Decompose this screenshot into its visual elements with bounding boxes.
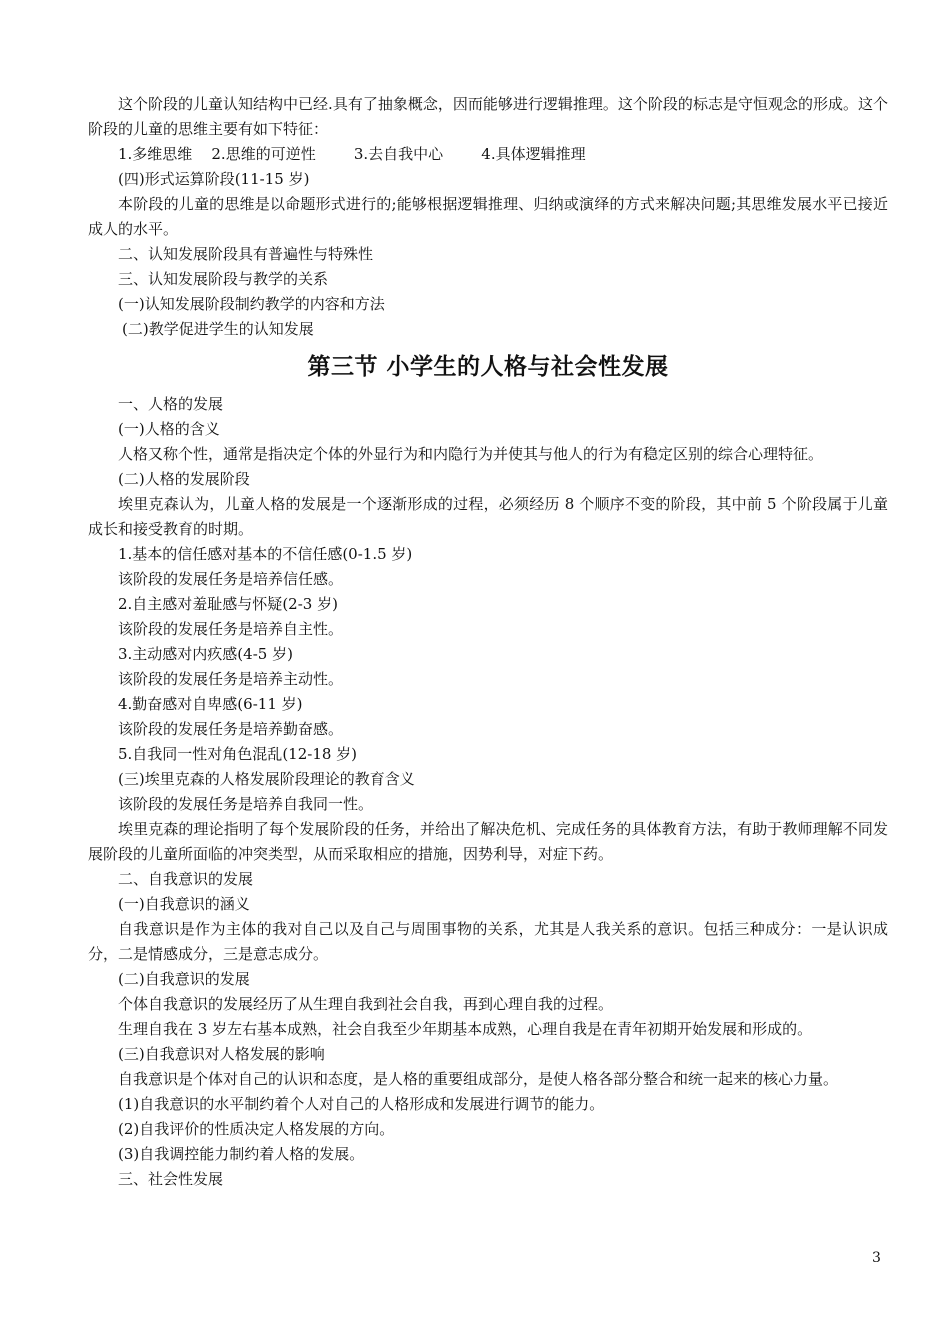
paragraph: (一)人格的含义 xyxy=(118,420,220,438)
paragraph: (二)人格的发展阶段 xyxy=(118,470,250,488)
paragraph: 该阶段的发展任务是培养主动性。 xyxy=(118,670,344,688)
paragraph: 1.基本的信任感对基本的不信任感(0-1.5 岁) xyxy=(118,545,413,563)
paragraph: 三、社会性发展 xyxy=(118,1170,224,1188)
paragraph: 该阶段的发展任务是培养信任感。 xyxy=(118,570,344,588)
paragraph: 本阶段的儿童的思维是以命题形式进行的;能够根据逻辑推理、归纳或演绎的方式来解决问题;其思维发展水平已接近成人的水平。 xyxy=(88,195,888,238)
paragraph: (一)认知发展阶段制约教学的内容和方法 xyxy=(118,295,385,313)
paragraph: 二、认知发展阶段具有普遍性与特殊性 xyxy=(118,245,374,263)
paragraph: 该阶段的发展任务是培养自主性。 xyxy=(118,620,344,638)
paragraph: 3.主动感对内疚感(4-5 岁) xyxy=(118,645,293,663)
paragraph: 个体自我意识的发展经历了从生理自我到社会自我，再到心理自我的过程。 xyxy=(118,995,614,1013)
paragraph: (三)自我意识对人格发展的影响 xyxy=(118,1045,325,1063)
paragraph: (四)形式运算阶段(11-15 岁) xyxy=(118,170,310,188)
paragraph: 埃里克森认为，儿童人格的发展是一个逐渐形成的过程，必须经历 8 个顺序不变的阶段，其中前 5 个阶段属于儿童成长和接受教育的时期。 xyxy=(88,495,888,538)
paragraph: (1)自我意识的水平制约着个人对自己的人格形成和发展进行调节的能力。 xyxy=(118,1095,605,1113)
paragraph: (2)自我评价的性质决定人格发展的方向。 xyxy=(118,1120,395,1138)
paragraph: 二、自我意识的发展 xyxy=(118,870,254,888)
paragraph: 该阶段的发展任务是培养勤奋感。 xyxy=(118,720,344,738)
paragraph: 自我意识是个体对自己的认识和态度，是人格的重要组成部分，是使人格各部分整合和统一起来的核心力量。 xyxy=(118,1070,839,1088)
paragraph: 三、认知发展阶段与教学的关系 xyxy=(118,270,329,288)
paragraph: 2.自主感对羞耻感与怀疑(2-3 岁) xyxy=(118,595,338,613)
paragraph: (三)埃里克森的人格发展阶段理论的教育含义 xyxy=(118,770,415,788)
paragraph: 生理自我在 3 岁左右基本成熟，社会自我至少年期基本成熟，心理自我是在青年初期开始发展和形成的。 xyxy=(118,1020,813,1038)
paragraph: (3)自我调控能力制约着人格的发展。 xyxy=(118,1145,365,1163)
page-body xyxy=(88,92,888,1192)
paragraph: 自我意识是作为主体的我对自己以及自己与周围事物的关系，尤其是人我关系的意识。包括三种成分：一是认识成分，二是情感成分，三是意志成分。 xyxy=(88,920,888,963)
paragraph: 该阶段的发展任务是培养自我同一性。 xyxy=(118,795,374,813)
paragraph: (二)教学促进学生的认知发展 xyxy=(122,320,314,338)
paragraph: (一)自我意识的涵义 xyxy=(118,895,250,913)
paragraph: 人格又称个性，通常是指决定个体的外显行为和内隐行为并使其与他人的行为有稳定区别的综合心理特征。 xyxy=(118,445,824,463)
paragraph: 一、人格的发展 xyxy=(118,395,224,413)
paragraph: 4.勤奋感对自卑感(6-11 岁) xyxy=(118,695,303,713)
paragraph: 这个阶段的儿童认知结构中已经.具有了抽象概念，因而能够进行逻辑推理。这个阶段的标志是守恒观念的形成。这个阶段的儿童的思维主要有如下特征： xyxy=(88,95,888,138)
paragraph: 1.多维思维 2.思维的可逆性 3.去自我中心 4.具体逻辑推理 xyxy=(118,145,586,163)
section-title: 第三节 小学生的人格与社会性发展 xyxy=(307,354,669,380)
page-number: 3 xyxy=(872,1250,881,1266)
paragraph: 5.自我同一性对角色混乱(12-18 岁) xyxy=(118,745,358,763)
paragraph: (二)自我意识的发展 xyxy=(118,970,250,988)
paragraph: 埃里克森的理论指明了每个发展阶段的任务，并给出了解决危机、完成任务的具体教育方法，有助于教师理解不同发展阶段的儿童所面临的冲突类型，从而采取相应的措施，因势利导，对症下药。 xyxy=(88,820,888,863)
